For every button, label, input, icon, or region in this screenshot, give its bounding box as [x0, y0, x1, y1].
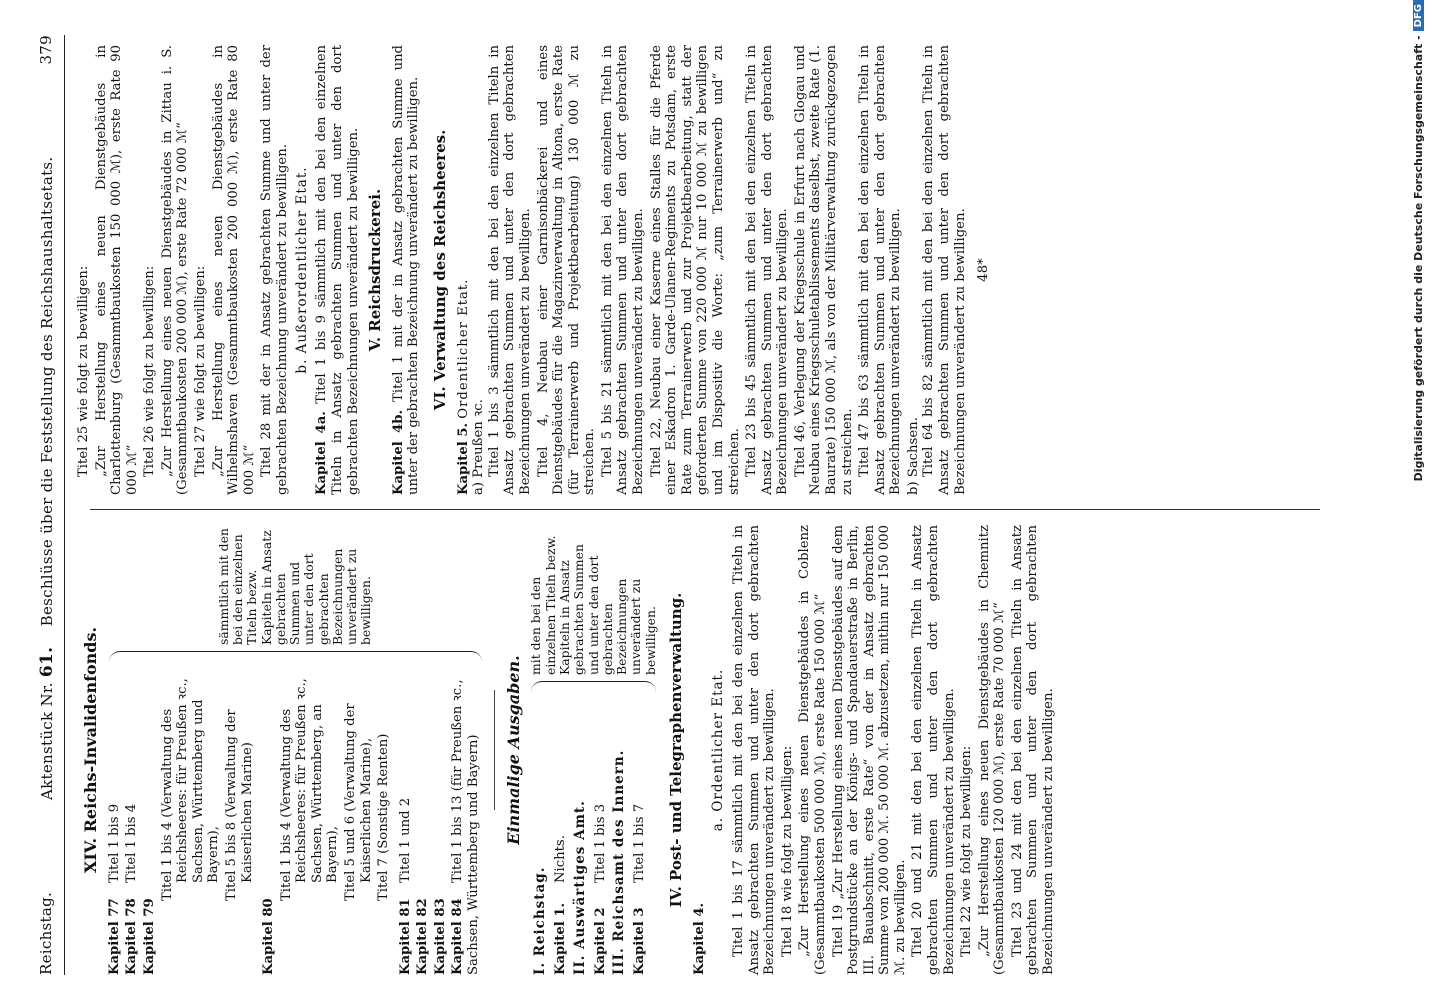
- section-heading: XIV. Reichs-Invalidenfonds.: [81, 626, 100, 874]
- paragraph: „Zur Herstellung eines neuen Dienstgebäudes in Coblenz (Gesammtbaukosten 500 000 ℳ), erste Rate 150 000 ℳ“: [797, 525, 828, 975]
- chapter-79: Kapitel 79: [142, 898, 158, 975]
- paragraph: Titel 22 wie folgt zu bewilligen:: [959, 745, 975, 957]
- running-head-center: [37, 65, 57, 892]
- chapter-4b: Kapitel 4b. Titel 1 mit der in Ansatz gebrachten Summe und unter der gebrachten Bezeichnung unverändert zu bewilligen.: [390, 45, 422, 495]
- paragraph: Titel 23 bis 45 sämmtlich mit den bei den einzelnen Titeln in Ansatz gebrachten Summen und unter den dort gebrachten Bezeichnungen unverändert zu bewilligen.: [744, 45, 791, 495]
- section-heading: V. Reichsdruckerei.: [366, 188, 385, 352]
- paragraph: „Zur Herstellung eines neuen Dienstgebäudes in Chemnitz (Gesammtbaukosten 120 000 ℳ), erste Rate 70 000 ℳ“: [976, 525, 1008, 975]
- subsection-a: a) Preußen ꝛc.: [471, 399, 487, 495]
- paragraph: Titel 23 und 24 mit den bei den einzelnen Titeln in Ansatz gebrachten Summen und unter den dort gebrachten Bezeichnungen unverändert zu bewilligen.: [1009, 525, 1057, 975]
- paragraph: Titel 22, Neubau einer Kaserne eines Stalles für die Pferde einer Eskadron 1. Garde-Ulanen-Regiments zu Potsdam, erste Rate zum Terrainerwerb und zur Projektbearbeitung, statt der geforderten Summe von 220 000 ℳ nur 10 000 ℳ zu bewilligen und im Dispositiv die Worte: „zum Terrainerwerb und“ zu streichen.: [648, 45, 742, 495]
- paragraph: „Zur Herstellung eines neuen Dienstgebäudes in Zittau i. S. (Gesammtbaukosten 200 000 ℳ), erste Rate 72 000 ℳ“: [159, 45, 191, 495]
- watermark-text: Digitalisierung gefördert durch die Deutsche Forschungsgemeinschaft -: [1411, 35, 1425, 482]
- paragraph: Titel 64 bis 82 sämmtlich mit den bei den einzelnen Titeln in Ansatz gebrachten Summen und unter den dort gebrachten Bezeichnungen unverändert zu bewilligen.: [921, 45, 968, 495]
- brace: [109, 651, 482, 662]
- paragraph: Titel 28 mit der in Ansatz gebrachten Summe und unter der gebrachten Bezeichnung unverändert zu bewilligen.: [259, 45, 290, 495]
- chapter-2: Kapitel 2Titel 1 bis 3: [592, 803, 608, 975]
- paragraph: Titel 25 wie folgt zu bewilligen:: [76, 265, 91, 477]
- section-heading: IV. Post- und Telegraphenverwaltung.: [666, 592, 685, 908]
- column-divider: [90, 509, 1320, 510]
- paragraph: Titel 4, Neubau einer Garnisonbäckerei und eines Dienstgebäudes für die Magazinverwaltung in Altona, erste Rate (für Terrainerwerb und Projektbearbeitung) 130 000 ℳ zu streichen.: [535, 45, 598, 495]
- signature-mark: 48*: [976, 258, 992, 282]
- chapters-77-84: [107, 525, 484, 975]
- running-head-title: Beschlüsse über die Feststellung des Reichshaushaltsetats.: [37, 156, 56, 627]
- paragraph: Titel 18 wie folgt zu bewilligen:: [779, 745, 795, 957]
- running-head-prefix: Aktenstück Nr.: [37, 682, 56, 800]
- chapter-79-item: Titel 1 bis 4 (Verwaltung des Reichsheeres: für Preußen ꝛc., Sachsen, Württemberg und Bayern),: [159, 678, 222, 901]
- chapters-1-3: [529, 525, 657, 975]
- chapter-3: Kapitel 3Titel 1 bis 7: [632, 803, 648, 975]
- paragraph: Titel 46, Verlegung der Kriegsschule in Erfurt nach Glogau und Neubau eines Kriegsschuletablissements daselbst, zweite Rate (1. Baurate) 150 000 ℳ, als von der Militärverwaltung zurückgezogen zu streichen.: [792, 45, 855, 495]
- paragraph: Titel 19 „Zur Herstellung eines neuen Dienstgebäudes auf dem Postgrundstücke an der Königs- und Spandauerstraße in Berlin, III. Bauabschnitt, erste Rate“ von der in Ansatz gebrachten Summe von 200 000 ℳ. 50 000 ℳ. abzusetzen, mithin nur 150 000 ℳ. zu bewilligen.: [830, 525, 908, 975]
- chapter-5: Kapitel 5. Ordentlicher Etat.: [455, 278, 471, 495]
- paragraph: Titel 20 und 21 mit den bei den einzelnen Titeln in Ansatz gebrachten Summen und unter den dort gebrachten Bezeichnungen unverändert zu bewilligen.: [910, 525, 957, 975]
- paragraph: Titel 1 bis 3 sämmtlich mit den bei den einzelnen Titeln in Ansatz gebrachten Summen und unter den dort gebrachten Bezeichnungen unverändert zu bewilligen.: [486, 45, 534, 495]
- section-heading: I. Reichstag.: [532, 866, 549, 975]
- brace: [531, 681, 655, 692]
- chapter-80-item: Titel 5 und 6 (Verwaltung der Kaiserlichen Marine),: [342, 703, 374, 901]
- chapter-77: Kapitel 77Titel 1 bis 9: [106, 803, 122, 975]
- subsection-b: b) Sachsen.: [905, 417, 921, 495]
- chapter-83: Kapitel 83: [432, 898, 448, 975]
- section-heading: III. Reichsamt des Innern.: [611, 749, 628, 975]
- subsection-heading: a. Ordentlicher Etat.: [710, 668, 727, 832]
- dfg-logo: DFG: [1413, 0, 1424, 31]
- left-column: [76, 525, 1376, 975]
- page-number: 379: [37, 35, 56, 65]
- paragraph: Titel 27 wie folgt zu bewilligen:: [193, 265, 209, 477]
- chapter-1: Kapitel 1.Nichts.: [553, 835, 569, 975]
- page-content: [30, 35, 1390, 975]
- chapter-79-item: Titel 5 bis 8 (Verwaltung der Kaiserlichen Marine): [223, 709, 255, 901]
- brace-note: sämmtlich mit den bei den einzelnen Titeln bezw. Kapiteln in Ansatz gebrachten Summen und unter den dort gebrachten Bezeichnungen unverändert zu bewilligen.: [215, 528, 374, 645]
- paragraph: Titel 5 bis 21 sämmtlich mit den bei den einzelnen Titeln in Ansatz gebrachten Summen und unter den dort gebrachten Bezeichnungen unverändert zu bewilligen.: [599, 45, 647, 495]
- section-heading: VI. Verwaltung des Reichsheeres.: [431, 129, 450, 411]
- chapter-4-label: Kapitel 4.: [691, 902, 707, 975]
- section-heading: Einmalige Ausgaben.: [503, 655, 523, 845]
- chapter-84: Kapitel 84Titel 1 bis 13 (für Preußen ꝛc., Sachsen, Württemberg und Bayern): [450, 679, 482, 975]
- chapter-82: Kapitel 82: [415, 898, 431, 975]
- right-column: [76, 45, 1376, 495]
- brace-note: mit den bei den einzelnen Titeln bezw. Kapiteln in Ansatz gebrachten Summen und unter den dort gebrachten Bezeichnungen unverändert zu bewilligen.: [528, 535, 658, 675]
- chapter-80-item: Titel 7 (Sonstige Renten): [376, 733, 392, 901]
- paragraph: Titel 26 wie folgt zu bewilligen:: [142, 265, 158, 477]
- paragraph: „Zur Herstellung eines neuen Dienstgebäudes in Charlottenburg (Gesammtbaukosten 150 000 ℳ), erste Rate 90 000 ℳ“: [93, 45, 140, 495]
- running-head-left: Reichstag.: [37, 891, 56, 975]
- paragraph: Titel 1 bis 17 sämmtlich mit den bei den einzelnen Titeln in Ansatz gebrachten Summen und unter den dort gebrachten Bezeichnungen unverändert zu bewilligen.: [731, 525, 778, 975]
- chapter-80-item: Titel 1 bis 4 (Verwaltung des Reichsheeres: für Preußen ꝛc., Sachsen, Württemberg, an Bayern),: [278, 678, 341, 901]
- subsection-heading: b. Außerordentlicher Etat.: [293, 166, 310, 374]
- chapter-81: Kapitel 81Titel 1 und 2: [397, 797, 413, 975]
- paragraph: Titel 47 bis 63 sämmtlich mit den bei den einzelnen Titeln in Ansatz gebrachten Summen und unter den dort gebrachten Bezeichnungen unverändert zu bewilligen.: [857, 45, 904, 495]
- chapter-4a: Kapitel 4a. Titel 1 bis 9 sämmtlich mit den bei den einzelnen Titeln in Ansatz gebrachten Summen und unter den dort gebrachten Bezeichnungen unverändert zu bewilligen.: [314, 44, 361, 495]
- section-heading: II. Auswärtiges Amt.: [571, 800, 588, 975]
- divider: [494, 690, 495, 810]
- chapter-78: Kapitel 78Titel 1 bis 4: [124, 803, 140, 975]
- running-head: [30, 35, 65, 975]
- paragraph: „Zur Herstellung eines neuen Dienstgebäudes in Wilhelmshaven (Gesammtbaukosten 200 000 ℳ), erste Rate 80 000 ℳ“: [210, 45, 257, 495]
- funding-watermark: [1407, 0, 1429, 1000]
- running-head-number: 61.: [36, 646, 57, 678]
- chapter-80: Kapitel 80: [261, 898, 277, 975]
